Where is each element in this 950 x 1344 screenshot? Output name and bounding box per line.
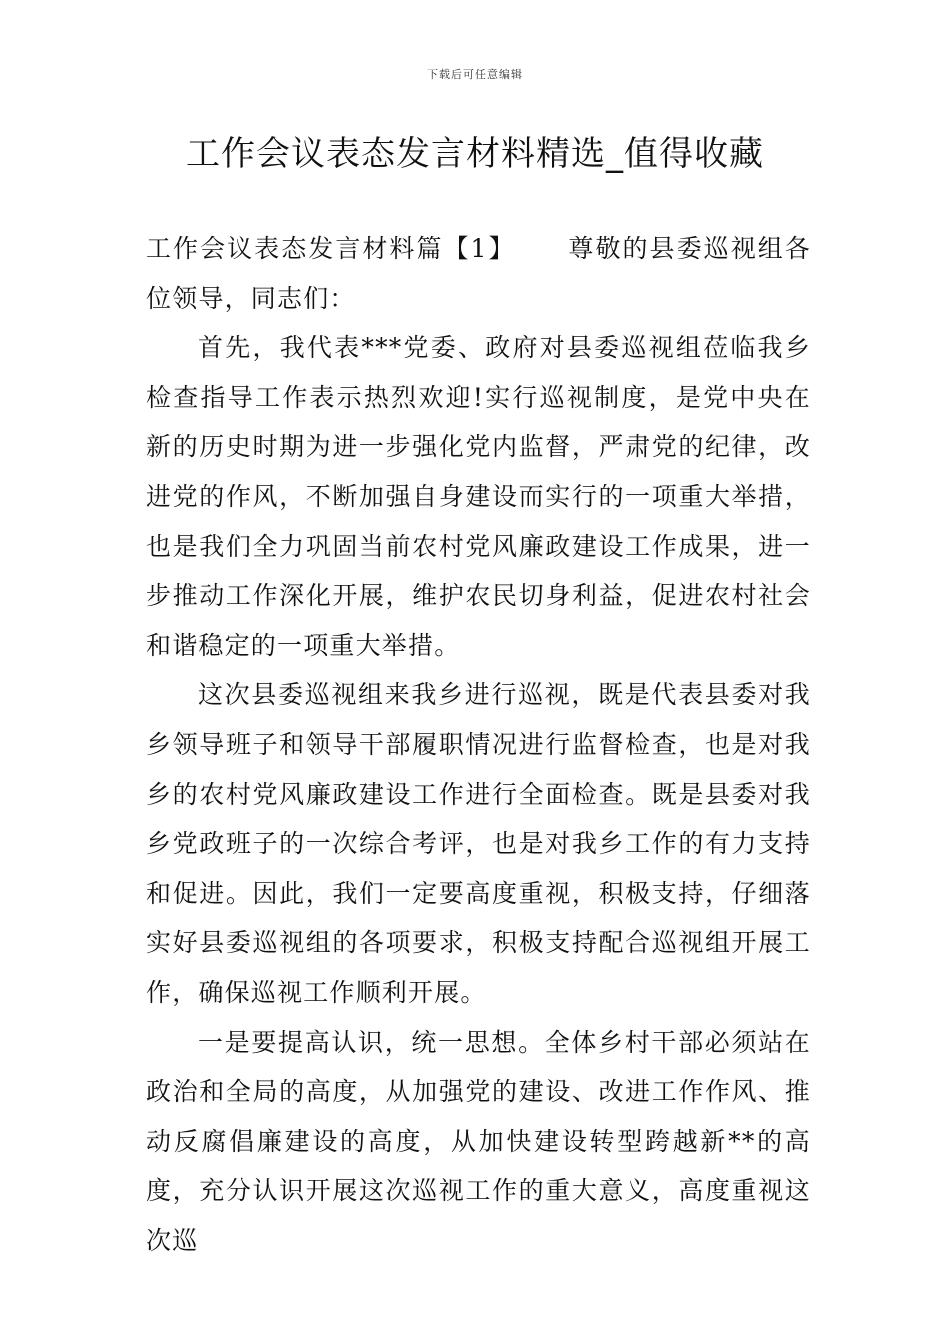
paragraph-1: 首先，我代表***党委、政府对县委巡视组莅临我乡检查指导工作表示热烈欢迎!实行巡视制度，是党中央在新的历史时期为进一步强化党内监督，严肃党的纪律，改进党的作风，不断加强自身建设而实行的一项重大举措，也是我们全力巩固当前农村党风廉政建设工作成果，进一步推动工作深化开展，维护农民切身利益，促进农村社会和谐稳定的一项重大举措。 <box>146 333 811 660</box>
header-note: 下载后可任意编辑 <box>427 68 523 81</box>
paragraph-2: 这次县委巡视组来我乡进行巡视，既是代表县委对我乡领导班子和领导干部履职情况进行监督检查，也是对我乡的农村党风廉政建设工作进行全面检查。既是县委对我乡党政班子的一次综合考评，也是对我乡工作的有力支持和促进。因此，我们一定要高度重视，积极支持，仔细落实好县委巡视组的各项要求，积极支持配合巡视组开展工作，确保巡视工作顺利开展。 <box>146 680 811 1007</box>
document-body <box>146 224 811 1265</box>
document-title: 工作会议表态发言材料精选_值得收藏 <box>186 134 764 174</box>
paragraph-3: 一是要提高认识，统一思想。全体乡村干部必须站在政治和全局的高度，从加强党的建设、改进工作作风、推动反腐倡廉建设的高度，从加快建设转型跨越新**的高度，充分认识开展这次巡视工作的重大意义，高度重视这次巡 <box>146 1027 811 1255</box>
opening-line <box>146 224 811 323</box>
salutation: 尊敬的县委巡视组各位领导，同志们： <box>146 234 811 313</box>
section-heading: 工作会议表态发言材料篇【1】 <box>146 234 516 263</box>
